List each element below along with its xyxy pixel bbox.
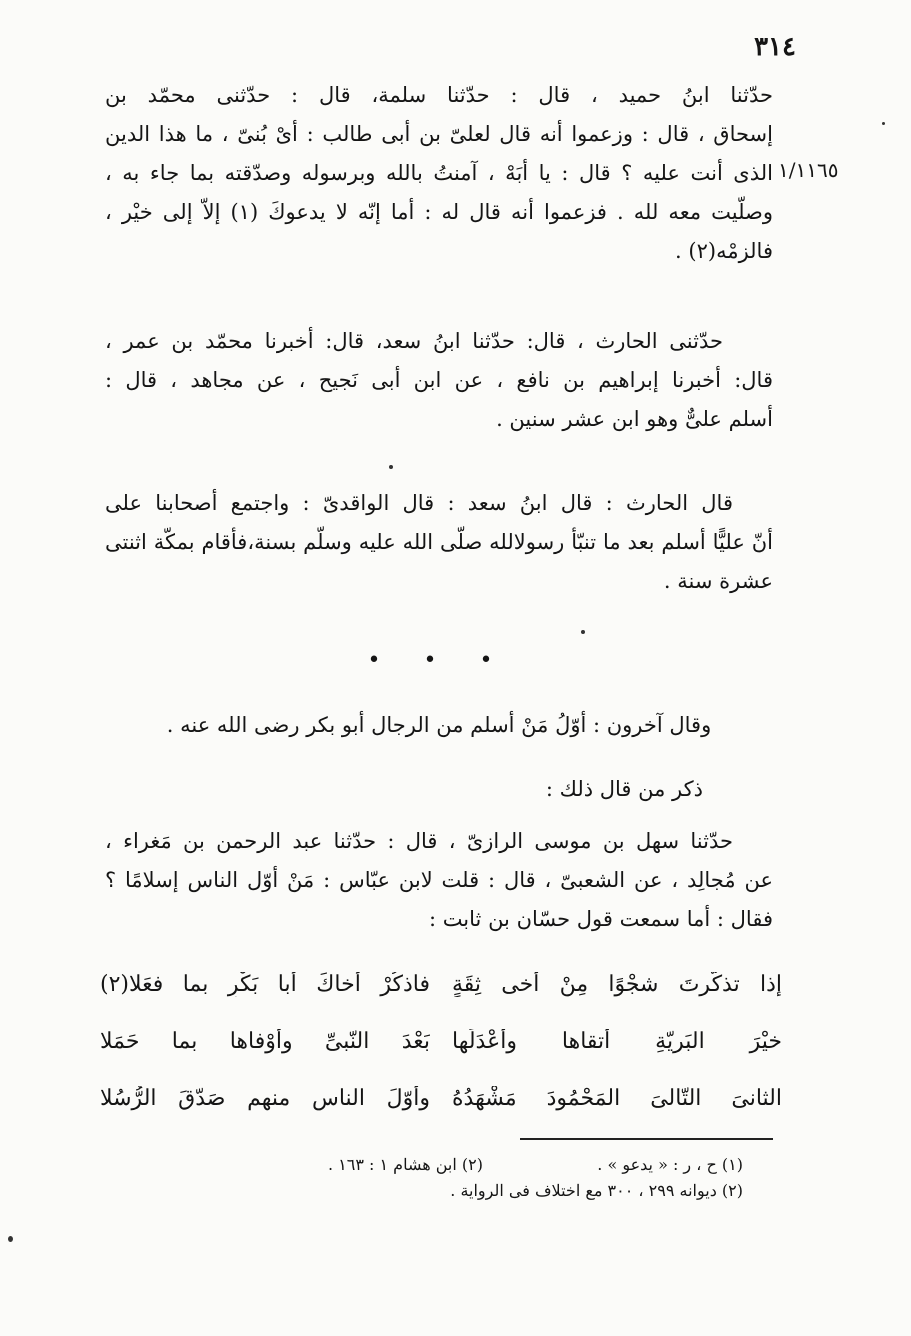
text-line: فقال : أما سمعت قول حسّان بن ثابت : [428,907,773,931]
verse-first-hemistich: الثانىَ التّالىَ المَحْمُودَ مَشْهَدُهُ [452,1086,782,1111]
text-line: حدّثنى الحارث ، قال: حدّثنا ابنُ سعد، قال: أخبرنا محمّد بن عمر ، [105,329,723,353]
paragraph-3 [105,484,773,601]
scan-speck [389,465,393,469]
mention-heading: ذكر من قال ذلك : [545,777,703,801]
footnote-rule [520,1138,773,1140]
footnote: (٢) ابن هشام ١ : ١٦٣ . [327,1155,483,1174]
poem-verse [100,1070,782,1127]
verse-second-hemistich: بَعْدَ النّبىِّ وأوْفاها بما حَمَلا [100,1029,430,1054]
text-line: وصلّيت معه لله . فزعموا أنه قال له : أما إنّه لا يدعوكَ (١) إلاّ إلى خيْر ، [105,200,773,224]
poem-verse [100,956,782,1013]
scan-speck [8,1236,13,1242]
text-line: حدّثنا سهل بن موسى الرازىّ ، قال : حدّثنا عبد الرحمن بن مَغراء ، [105,829,733,853]
text-line: عشرة سنة . [663,569,773,593]
paragraph-1 [105,76,773,271]
text-line: قال الحارث : قال ابنُ سعد : قال الواقدىّ : واجتمع أصحابنا على [105,491,733,515]
scan-speck [581,630,585,634]
text-line: حدّثنا ابنُ حميد ، قال : حدّثنا سلمة، قال : حدّثنى محمّد بن [105,83,773,107]
footnote-row [105,1178,743,1204]
footnote-row [105,1152,743,1178]
section-separator: • • • [367,648,511,673]
margin-reference: ١/١١٦٥ [778,158,839,182]
poem [100,956,782,1127]
others-said-line: وقال آخرون : أوّلُ مَنْ أسلم من الرجال أبو بكر رضى الله عنه . [166,713,712,737]
footnotes [105,1152,743,1204]
poem-verse [100,1013,782,1070]
text-line: قال: أخبرنا إبراهيم بن نافع ، عن ابن أبى نَجيح ، عن مجاهد ، قال : [105,368,773,392]
text-line: أنّ عليًّا أسلم بعد ما تنبّأ رسولالله صلّى الله عليه وسلّم بسنة،فأقام بمكّة اثنتى [105,530,773,554]
text-line: إسحاق ، قال : وزعموا أنه قال لعلىّ بن أبى طالب : أىْ بُنىّ ، ما هذا الدين [105,122,773,146]
footnote: (٢) ديوانه ٢٩٩ ، ٣٠٠ مع اختلاف فى الرواية . [450,1181,743,1200]
verse-first-hemistich: إذا تذكّرتَ شجْوًا مِنْ أخى ثِقَةٍ [452,972,782,997]
verse-first-hemistich: خيْرَ البَرِيّةِ أتقاها وأعْدَلَها [452,1029,782,1054]
paragraph-2 [105,322,773,439]
scan-speck [882,122,885,125]
text-line: فالزمْه(٢) . [675,239,773,263]
text-line: الذى أنت عليه ؟ قال : يا أبَهْ ، آمنتُ بالله وبرسوله وصدّقته بما جاء به ، [105,161,773,185]
footnote: (١) ح ، ر : « يدعو » . [597,1155,743,1174]
page-number: ٣١٤ [754,32,796,62]
paragraph-4 [105,822,773,939]
verse-second-hemistich: وأوّلَ الناسِ منهم صَدّقَ الرُّسُلا [100,1086,430,1111]
text-line: عن مُجالِد ، عن الشعبىّ ، قال : قلت لابن عبّاس : مَنْ أوّل الناس إسلامًا ؟ [105,868,773,892]
text-line: أسلم علىٌّ وهو ابن عشر سنين . [496,407,773,431]
verse-second-hemistich: فاذكُرْ أخاكَ أبا بَكْرٍ بما فعَلا(٢) [100,972,430,997]
